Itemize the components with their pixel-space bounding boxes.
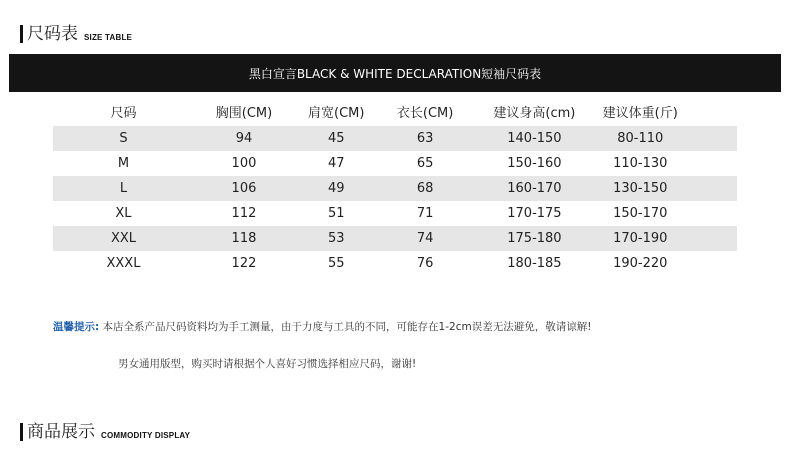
header-shoulder: 肩宽(CM) bbox=[308, 106, 365, 121]
table-header-row bbox=[53, 97, 737, 126]
cell-weight: 170-190 bbox=[597, 226, 683, 251]
cell-chest: 122 bbox=[231, 256, 257, 271]
size-table bbox=[53, 97, 737, 276]
heading-title-en: COMMODITY DISPLAY bbox=[101, 431, 191, 440]
table-banner bbox=[9, 54, 781, 92]
cell-height: 180-185 bbox=[507, 256, 562, 271]
heading-bar bbox=[20, 25, 23, 43]
cell-length: 65 bbox=[416, 156, 434, 171]
cell-chest: 94 bbox=[194, 126, 294, 151]
header-size: 尺码 bbox=[110, 106, 137, 121]
table-row bbox=[53, 176, 737, 201]
cell-chest: 100 bbox=[231, 156, 257, 171]
cell-size: M bbox=[117, 156, 130, 171]
header-weight: 建议体重(斤) bbox=[602, 106, 678, 121]
table-row bbox=[53, 251, 737, 276]
heading-title-cn: 商品展示 bbox=[27, 422, 95, 442]
cell-height: 160-170 bbox=[472, 176, 597, 201]
banner-text: 黑白宣言BLACK & WHITE DECLARATION短袖尺码表 bbox=[248, 66, 542, 81]
cell-length: 74 bbox=[379, 226, 472, 251]
cell-size: L bbox=[53, 176, 194, 201]
table-row bbox=[53, 226, 737, 251]
cell-chest: 106 bbox=[194, 176, 294, 201]
cell-weight: 110-130 bbox=[613, 156, 668, 171]
commodity-display-heading bbox=[20, 423, 190, 441]
cell-weight: 80-110 bbox=[597, 126, 683, 151]
cell-shoulder: 55 bbox=[327, 256, 345, 271]
notice-line-1 bbox=[53, 319, 591, 334]
cell-chest: 118 bbox=[194, 226, 294, 251]
cell-length: 71 bbox=[416, 206, 434, 221]
notice-label: 温馨提示: bbox=[53, 321, 100, 333]
cell-shoulder: 51 bbox=[327, 206, 345, 221]
notice-text-1: 本店全系产品尺码资料均为手工测量，由于力度与工具的不同，可能存在1-2cm误差无法避免，敬请谅解! bbox=[102, 321, 592, 333]
cell-size: S bbox=[53, 126, 194, 151]
cell-size: XXL bbox=[53, 226, 194, 251]
cell-length: 76 bbox=[416, 256, 434, 271]
notice-text-2: 男女通用版型，购买时请根据个人喜好习惯选择相应尺码，谢谢! bbox=[118, 358, 417, 370]
cell-length: 68 bbox=[379, 176, 472, 201]
heading-title-en: SIZE TABLE bbox=[84, 33, 133, 42]
table-row bbox=[53, 126, 737, 151]
cell-shoulder: 47 bbox=[327, 156, 345, 171]
cell-chest: 112 bbox=[231, 206, 257, 221]
cell-height: 170-175 bbox=[507, 206, 562, 221]
cell-height: 150-160 bbox=[507, 156, 562, 171]
header-height: 建议身高(cm) bbox=[493, 106, 576, 121]
cell-shoulder: 45 bbox=[294, 126, 379, 151]
cell-shoulder: 53 bbox=[294, 226, 379, 251]
cell-height: 140-150 bbox=[472, 126, 597, 151]
size-table-heading bbox=[20, 25, 132, 43]
cell-shoulder: 49 bbox=[294, 176, 379, 201]
cell-length: 63 bbox=[379, 126, 472, 151]
cell-size: XXXL bbox=[106, 256, 141, 271]
header-length: 衣长(CM) bbox=[396, 106, 454, 121]
cell-weight: 150-170 bbox=[613, 206, 668, 221]
cell-weight: 130-150 bbox=[597, 176, 683, 201]
heading-bar bbox=[20, 423, 23, 441]
cell-height: 175-180 bbox=[472, 226, 597, 251]
cell-weight: 190-220 bbox=[613, 256, 668, 271]
heading-title-cn: 尺码表 bbox=[27, 24, 78, 44]
table-row bbox=[53, 151, 737, 176]
table-row bbox=[53, 201, 737, 226]
cell-size: XL bbox=[115, 206, 132, 221]
header-chest: 胸围(CM) bbox=[215, 106, 273, 121]
notice-line-2 bbox=[118, 356, 416, 371]
